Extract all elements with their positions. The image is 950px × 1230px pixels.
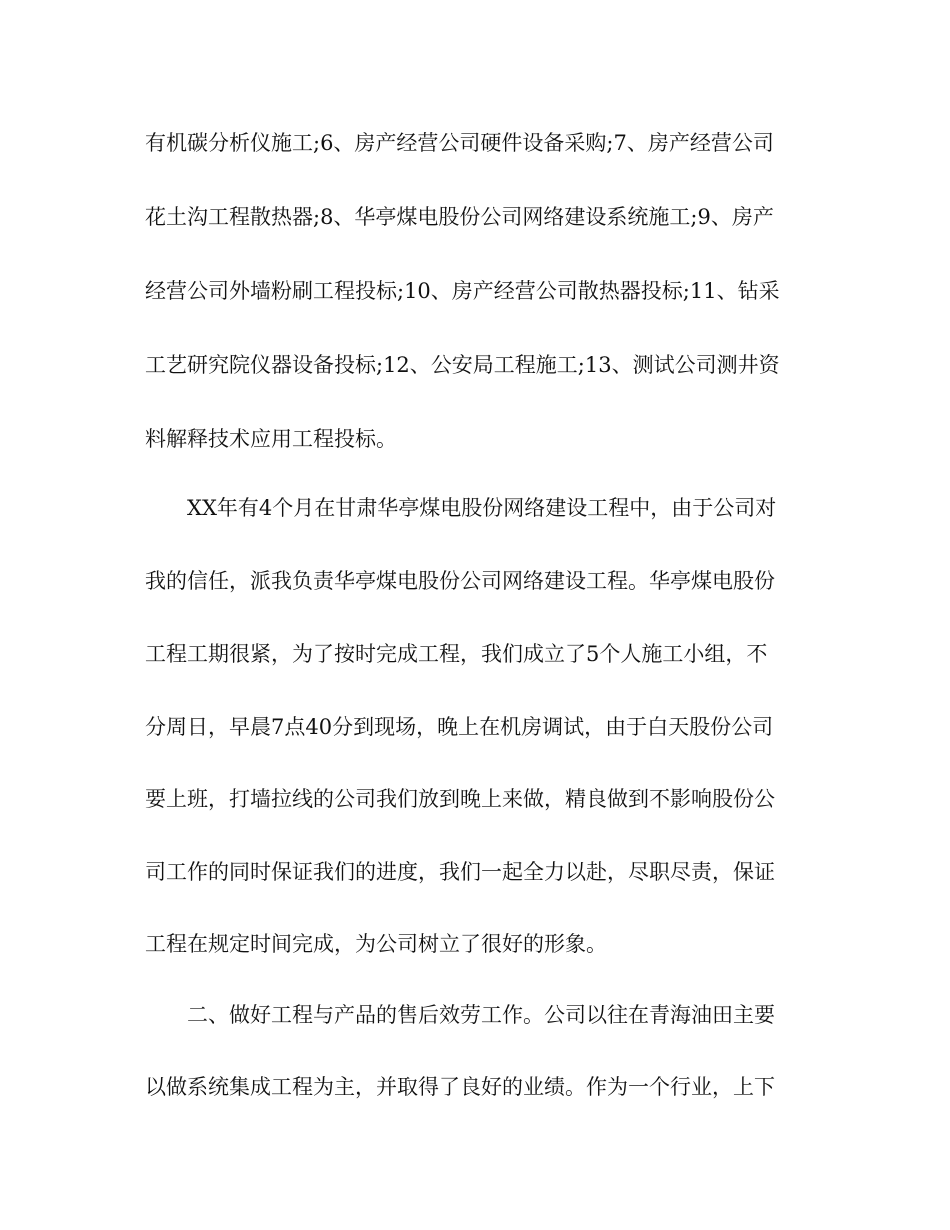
paragraph-1-line-4: 工艺研究院仪器设备投标;12、公安局工程施工;13、测试公司测井资: [145, 353, 780, 377]
paragraph-2-line-2: 我的信任，派我负责华亭煤电股份公司网络建设工程。华亭煤电股份: [145, 569, 775, 593]
paragraph-1-line-1: 有机碳分析仪施工;6、房产经营公司硬件设备采购;7、房产经营公司: [145, 131, 774, 155]
paragraph-3-line-2: 以做系统集成工程为主，并取得了良好的业绩。作为一个行业，上下: [145, 1075, 775, 1099]
paragraph-2-line-3: 工程工期很紧，为了按时完成工程，我们成立了5个人施工小组，不: [145, 642, 768, 666]
paragraph-1-line-5: 料解释技术应用工程投标。: [145, 427, 397, 451]
paragraph-2-line-1: XX年有4个月在甘肃华亭煤电股份网络建设工程中，由于公司对: [187, 496, 777, 520]
paragraph-2-line-6: 司工作的同时保证我们的进度，我们一起全力以赴，尽职尽责，保证: [145, 860, 775, 884]
paragraph-1-line-2: 花土沟工程散热器;8、华亭煤电股份公司网络建设系统施工;9、房产: [145, 205, 774, 229]
paragraph-2-line-7: 工程在规定时间完成，为公司树立了很好的形象。: [145, 932, 607, 956]
paragraph-2-line-4: 分周日，早晨7点40分到现场，晚上在机房调试，由于白天股份公司: [145, 715, 774, 739]
paragraph-1-line-3: 经营公司外墙粉刷工程投标;10、房产经营公司散热器投标;11、钻采: [145, 279, 780, 303]
paragraph-3-line-1: 二、做好工程与产品的售后效劳工作。公司以往在青海油田主要: [187, 1003, 775, 1027]
paragraph-2-line-5: 要上班，打墙拉线的公司我们放到晚上来做，精良做到不影响股份公: [145, 787, 775, 811]
